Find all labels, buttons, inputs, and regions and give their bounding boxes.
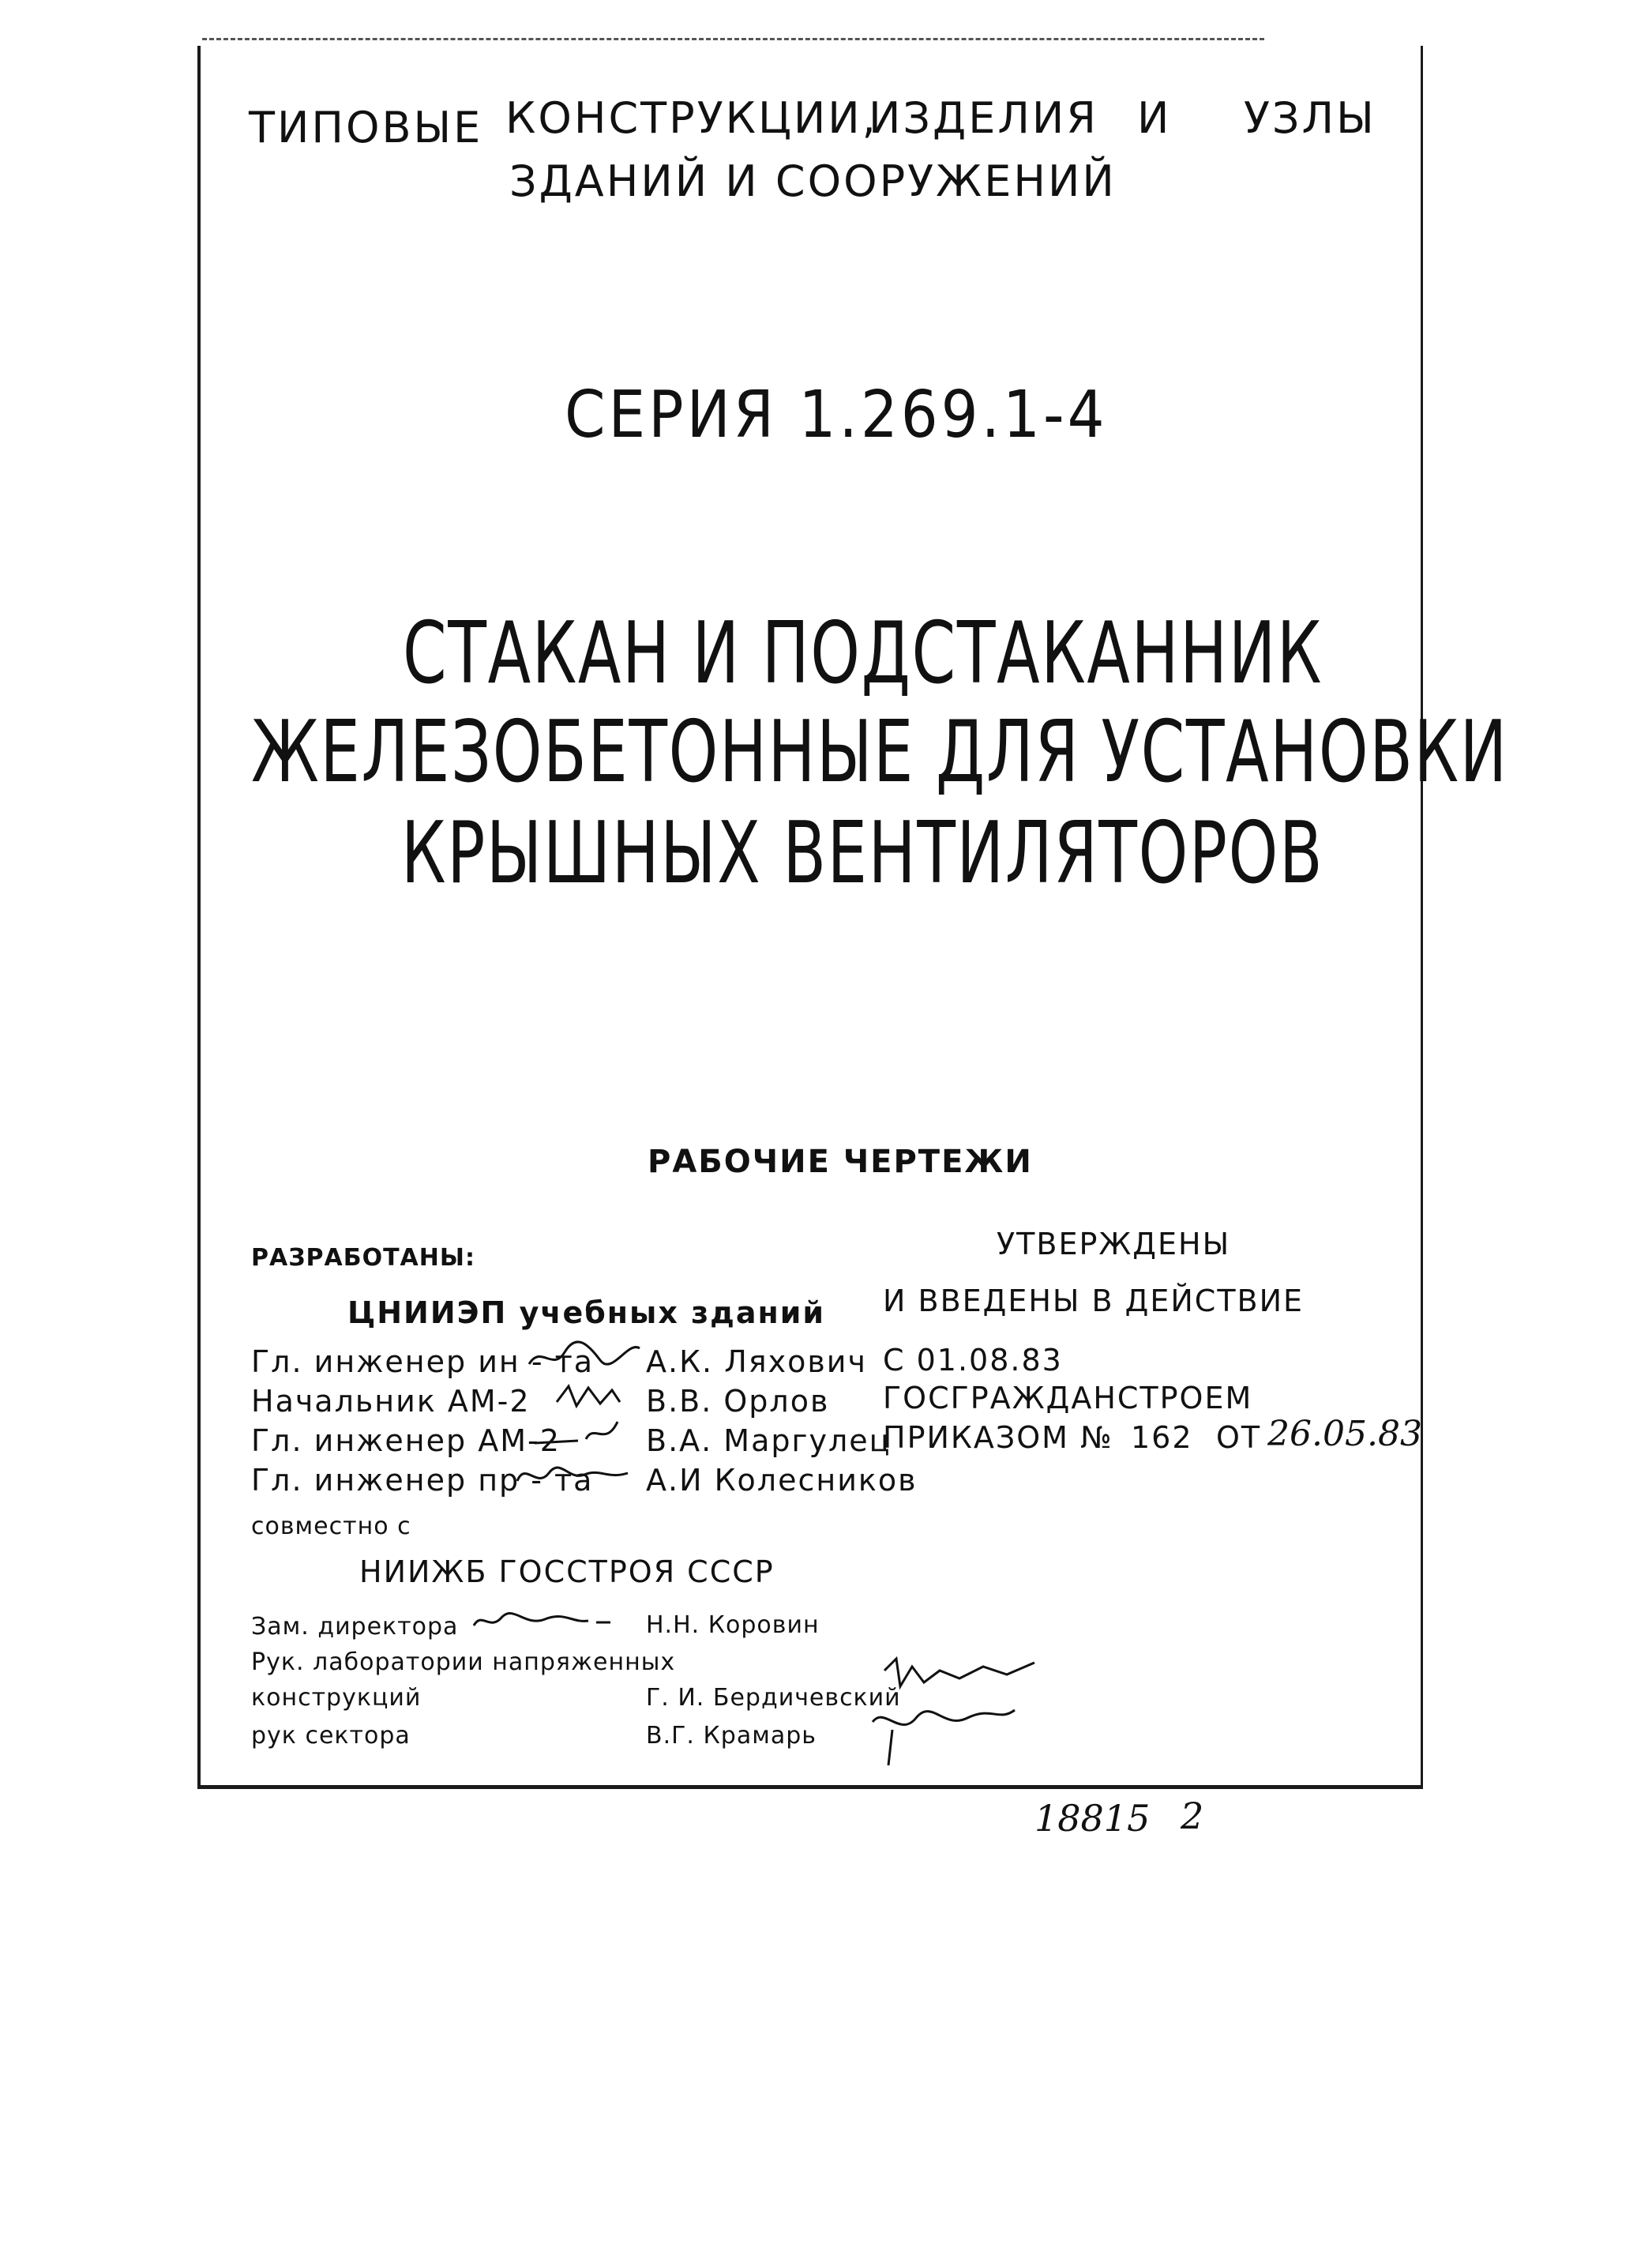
signature-lyakhovich bbox=[525, 1336, 644, 1376]
developed2-row-4-name: В.Г. Крамарь bbox=[646, 1722, 817, 1750]
developed-org-2: НИИЖБ ГОССТРОЯ СССР bbox=[359, 1554, 775, 1589]
approved-line-3: С 01.08.83 bbox=[883, 1343, 1063, 1378]
developed2-row-1-position: Зам. директора bbox=[251, 1613, 459, 1641]
header-line-2: ЗДАНИЙ И СООРУЖЕНИЙ bbox=[509, 156, 1117, 206]
order-number: 162 bbox=[1131, 1420, 1193, 1455]
footer-number: 18815 bbox=[1034, 1797, 1151, 1840]
header-word-1: ТИПОВЫЕ bbox=[249, 103, 483, 152]
approved-line-4: ГОСГРАЖДАНСТРОЕМ bbox=[883, 1381, 1253, 1415]
footer-page: 2 bbox=[1181, 1795, 1204, 1837]
series-number: СЕРИЯ 1.269.1-4 bbox=[565, 378, 1108, 453]
developed-row-1-name: А.К. Ляхович bbox=[646, 1344, 867, 1379]
developed-row-3-position: Гл. инженер АМ-2 bbox=[251, 1423, 561, 1458]
title-line-1: СТАКАН И ПОДСТАКАННИК bbox=[403, 604, 1323, 703]
signature-korovin bbox=[470, 1603, 612, 1635]
developed2-row-2-position: Рук. лаборатории напряженных bbox=[251, 1648, 676, 1676]
developed-row-4-position: Гл. инженер пр - та bbox=[251, 1463, 594, 1498]
order-date: 26.05.83 bbox=[1267, 1414, 1422, 1454]
approved-line-5-from: ОТ bbox=[1216, 1420, 1262, 1455]
developed-row-3-name: В.А. Маргулец bbox=[646, 1423, 892, 1458]
title-line-2: ЖЕЛЕЗОБЕТОННЫЕ ДЛЯ УСТАНОВКИ bbox=[251, 703, 1508, 802]
developed-row-2-name: В.В. Орлов bbox=[646, 1384, 830, 1419]
developed-row-2-position: Начальник АМ-2 bbox=[251, 1384, 531, 1419]
signature-margulets bbox=[531, 1415, 625, 1451]
frame-top-edge bbox=[202, 38, 1264, 40]
developed2-row-4-position: рук сектора bbox=[251, 1722, 411, 1750]
subtitle: РАБОЧИЕ ЧЕРТЕЖИ bbox=[648, 1144, 1033, 1180]
header-word-3: ИЗДЕЛИЯ bbox=[869, 93, 1098, 143]
developed-row-4-name: А.И Колесников bbox=[646, 1463, 918, 1498]
signature-kolesnikov bbox=[513, 1457, 632, 1493]
developed2-row-3-name: Г. И. Бердичевский bbox=[646, 1684, 901, 1712]
signature-orlov bbox=[553, 1378, 624, 1414]
header-word-2: КОНСТРУКЦИИ, bbox=[505, 93, 878, 143]
header-word-4: И bbox=[1137, 93, 1172, 143]
title-line-3: КРЫШНЫХ ВЕНТИЛЯТОРОВ bbox=[401, 804, 1324, 903]
signature-kramar bbox=[869, 1698, 1019, 1769]
header-word-5: УЗЛЫ bbox=[1244, 93, 1376, 143]
developed-org: ЦНИИЭП учебных зданий bbox=[347, 1295, 826, 1330]
jointly-label: совместно с bbox=[251, 1513, 411, 1540]
approved-line-1: УТВЕРЖДЕНЫ bbox=[997, 1227, 1231, 1261]
developed-label: РАЗРАБОТАНЫ: bbox=[251, 1244, 475, 1272]
approved-line-5-prefix: ПРИКАЗОМ № bbox=[883, 1420, 1113, 1455]
developed2-row-1-name: Н.Н. Коровин bbox=[646, 1611, 820, 1639]
developed-row-1-position: Гл. инженер ин - та bbox=[251, 1344, 595, 1379]
developed2-row-3-position: конструкций bbox=[251, 1684, 422, 1712]
approved-line-2: И ВВЕДЕНЫ В ДЕЙСТВИЕ bbox=[883, 1284, 1305, 1318]
